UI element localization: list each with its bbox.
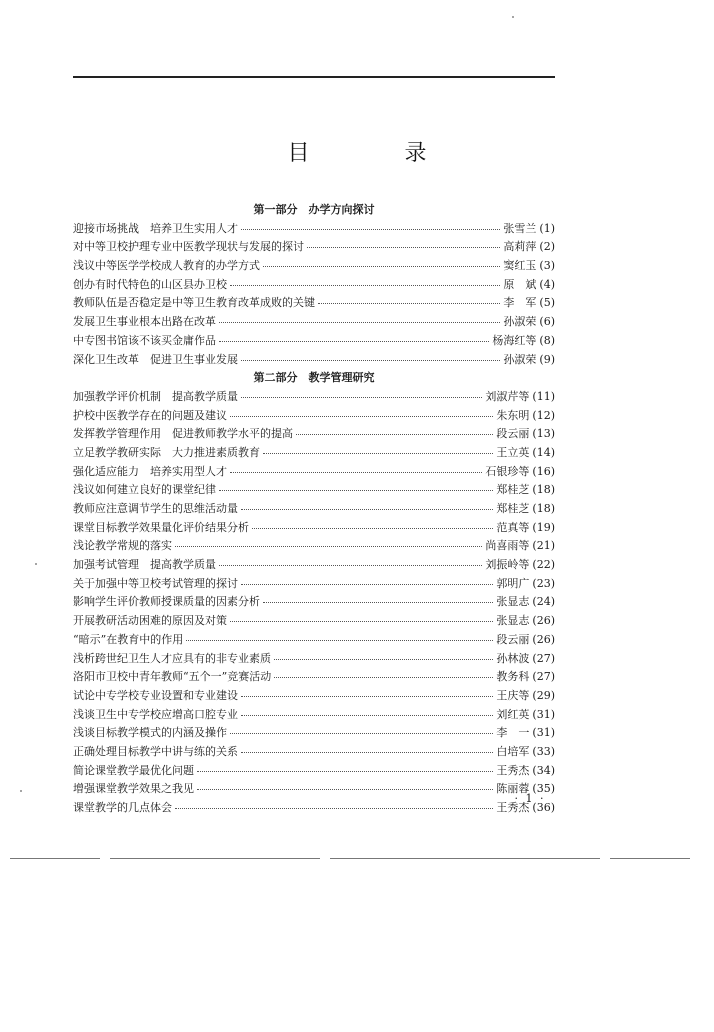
toc-entry — [73, 220, 555, 239]
dot-leader — [230, 733, 493, 734]
entry-author: 窦红玉 — [503, 259, 537, 273]
entry-page: (26) — [532, 632, 555, 646]
toc-entry — [73, 444, 555, 463]
toc-entry — [73, 537, 555, 556]
toc-entry — [73, 257, 555, 276]
entry-author: 朱东明 — [496, 408, 530, 422]
entry-title: 浅论教学常规的落实 — [73, 539, 172, 553]
header-rule — [73, 76, 555, 78]
dot-leader — [274, 659, 493, 660]
dot-leader — [230, 621, 493, 622]
entry-title: 中专图书馆该不该买金庸作品 — [73, 333, 216, 347]
dot-leader — [219, 341, 489, 342]
toc-entry — [73, 687, 555, 706]
entry-page: (16) — [532, 464, 555, 478]
entry-title: 立足教学教研实际 大力推进素质教育 — [73, 445, 260, 459]
entry-title: 发挥教学管理作用 促进教师教学水平的提高 — [73, 427, 293, 441]
scan-speck — [512, 16, 514, 18]
dot-leader — [241, 360, 500, 361]
entry-title: 加强考试管理 提高教学质量 — [73, 558, 216, 572]
entry-author: 张显志 — [496, 595, 530, 609]
entry-page: (11) — [532, 389, 555, 403]
entry-title: 浅议如何建立良好的课堂纪律 — [73, 483, 216, 497]
section-heading: 第一部分 办学方向探讨 — [253, 203, 375, 216]
entry-title: 正确处理目标教学中讲与练的关系 — [73, 744, 238, 758]
entry-page: (31) — [532, 707, 555, 721]
entry-author: 杨海红等 — [492, 333, 537, 347]
toc-entry — [73, 238, 555, 257]
toc-entry — [73, 332, 555, 351]
entry-author: 石银珍等 — [485, 464, 530, 478]
entry-page: (33) — [532, 744, 555, 758]
entry-author: 王秀杰 — [496, 801, 530, 814]
dot-leader — [241, 397, 482, 398]
toc-entry — [73, 780, 555, 799]
entry-page: (29) — [532, 688, 555, 702]
scan-edge-line — [110, 858, 320, 859]
entry-author: 孙淑荣 — [503, 315, 537, 329]
dot-leader — [219, 490, 493, 491]
entry-page: (24) — [532, 595, 555, 609]
dot-leader — [197, 771, 493, 772]
dot-leader — [241, 715, 493, 716]
toc-entry — [73, 556, 555, 575]
entry-author: 段云丽 — [496, 632, 530, 646]
entry-author: 张雪兰 — [503, 221, 537, 235]
entry-title: 护校中医教学存在的问题及建议 — [73, 408, 227, 422]
entry-page: (34) — [532, 763, 555, 777]
toc-entry — [73, 425, 555, 444]
entry-title: 教师队伍是否稳定是中等卫生教育改革成败的关键 — [73, 296, 315, 310]
entry-page: (31) — [532, 726, 555, 740]
entry-title: 课堂教学的几点体会 — [73, 801, 172, 814]
entry-author: 白培军 — [496, 744, 530, 758]
entry-author: 刘淑芹等 — [485, 389, 530, 403]
entry-page: (12) — [532, 408, 555, 422]
entry-author: 李 军 — [503, 296, 537, 310]
scan-speck — [20, 790, 22, 792]
entry-page: (5) — [539, 296, 555, 310]
entry-title: 加强教学评价机制 提高教学质量 — [73, 389, 238, 403]
page-number: · 1 · — [514, 792, 546, 805]
entry-page: (3) — [539, 259, 555, 273]
dot-leader — [307, 247, 500, 248]
entry-title: 发展卫生事业根本出路在改革 — [73, 315, 216, 329]
entry-page: (27) — [532, 670, 555, 684]
dot-leader — [318, 303, 500, 304]
entry-title: 创办有时代特色的山区县办卫校 — [73, 277, 227, 291]
dot-leader — [241, 696, 493, 697]
entry-title: 关于加强中等卫校考试管理的探讨 — [73, 576, 238, 590]
toc-entry — [73, 463, 555, 482]
entry-title: 开展教研活动困难的原因及对策 — [73, 614, 227, 628]
dot-leader — [296, 434, 493, 435]
dot-leader — [241, 509, 493, 510]
entry-page: (9) — [539, 352, 555, 366]
entry-author: 刘红英 — [496, 707, 530, 721]
dot-leader — [274, 677, 493, 678]
dot-leader — [219, 322, 500, 323]
page-title: 目 录 — [287, 141, 471, 166]
dot-leader — [219, 565, 482, 566]
section-heading: 第二部分 教学管理研究 — [253, 371, 375, 385]
entry-title: 试论中专学校专业设置和专业建设 — [73, 688, 238, 702]
entry-page: (18) — [532, 502, 555, 515]
entry-page: (14) — [532, 445, 555, 459]
dot-leader — [186, 640, 493, 641]
dot-leader — [175, 546, 482, 547]
toc-entry — [73, 351, 555, 370]
entry-page: (26) — [532, 614, 555, 628]
entry-title: 浅谈卫生中专学校应增高口腔专业 — [73, 707, 238, 721]
entry-title: “暗示”在教育中的作用 — [73, 632, 184, 646]
entry-author: 孙淑荣 — [503, 352, 537, 366]
entry-page: (19) — [532, 520, 555, 534]
toc-entry — [73, 612, 555, 631]
entry-page: (21) — [532, 539, 555, 553]
toc-entry — [73, 650, 555, 669]
toc-entry — [73, 500, 555, 519]
toc-entry — [73, 313, 555, 332]
dot-leader — [263, 266, 500, 267]
entry-title: 深化卫生改革 促进卫生事业发展 — [73, 352, 238, 366]
toc-entry — [73, 407, 555, 426]
entry-title: 强化适应能力 培养实用型人才 — [73, 464, 227, 478]
entry-author: 郑桂芝 — [496, 483, 530, 497]
entry-title: 洛阳市卫校中青年教师“五个一”竞赛活动 — [73, 670, 272, 684]
entry-page: (27) — [532, 651, 555, 665]
dot-leader — [230, 472, 482, 473]
dot-leader — [241, 229, 500, 230]
dot-leader — [175, 808, 493, 809]
entry-author: 孙林波 — [496, 651, 530, 665]
toc-entry — [73, 593, 555, 612]
entry-title: 对中等卫校护理专业中医教学现状与发展的探讨 — [73, 240, 304, 254]
entry-page: (1) — [539, 221, 555, 235]
entry-author: 教务科 — [496, 670, 530, 684]
toc-entry — [73, 481, 555, 500]
entry-author: 王秀杰 — [496, 763, 530, 777]
entry-title: 浅析跨世纪卫生人才应具有的非专业素质 — [73, 651, 271, 665]
scan-edge-line — [10, 858, 100, 859]
toc-entry — [73, 519, 555, 538]
dot-leader — [230, 285, 500, 286]
entry-title: 浅谈目标教学模式的内涵及操作 — [73, 726, 227, 740]
entry-page: (2) — [539, 240, 555, 254]
entry-page: (23) — [532, 576, 555, 590]
toc-entry — [73, 631, 555, 650]
scan-edge-line — [610, 858, 690, 859]
toc-entry — [73, 799, 555, 818]
dot-leader — [197, 789, 493, 790]
entry-page: (35) — [532, 782, 555, 796]
entry-title: 增强课堂教学效果之我见 — [73, 782, 194, 796]
toc-entry — [73, 388, 555, 407]
dot-leader — [252, 528, 493, 529]
entry-page: (18) — [532, 483, 555, 497]
toc-entry — [73, 706, 555, 725]
dot-leader — [263, 602, 493, 603]
entry-title: 教师应注意调节学生的思维活动量 — [73, 502, 238, 515]
entry-title: 课堂目标教学效果量化评价结果分析 — [73, 520, 249, 534]
entry-author: 王立英 — [496, 445, 530, 459]
dot-leader — [241, 584, 493, 585]
scan-speck — [35, 563, 37, 565]
entry-page: (4) — [539, 277, 555, 291]
toc-entry — [73, 575, 555, 594]
entry-author: 高莉萍 — [503, 240, 537, 254]
dot-leader — [230, 416, 493, 417]
entry-author: 原 斌 — [503, 277, 537, 291]
entry-page: (8) — [539, 333, 555, 347]
toc-entry — [73, 762, 555, 781]
entry-author: 张显志 — [496, 614, 530, 628]
dot-leader — [241, 752, 493, 753]
entry-title: 简论课堂教学最优化问题 — [73, 763, 194, 777]
entry-author: 范真等 — [496, 520, 530, 534]
entry-page: (6) — [539, 315, 555, 329]
entry-page: (13) — [532, 427, 555, 441]
entry-author: 刘振岭等 — [485, 558, 530, 572]
entry-author: 李 一 — [496, 726, 530, 740]
entry-title: 浅议中等医学学校成人教育的办学方式 — [73, 259, 260, 273]
entry-author: 尚喜雨等 — [485, 539, 530, 553]
toc-entry — [73, 668, 555, 687]
dot-leader — [263, 453, 493, 454]
toc-entry — [73, 724, 555, 743]
entry-title: 影响学生评价教师授课质量的因素分析 — [73, 595, 260, 609]
entry-author: 段云丽 — [496, 427, 530, 441]
toc-entry — [73, 276, 555, 295]
toc-entry — [73, 294, 555, 313]
entry-author: 郭明广 — [496, 576, 530, 590]
scan-edge-line — [330, 858, 600, 859]
toc-entry — [73, 743, 555, 762]
entry-title: 迎接市场挑战 培养卫生实用人才 — [73, 221, 238, 235]
table-of-contents — [73, 201, 555, 818]
entry-page: (22) — [532, 558, 555, 572]
entry-author: 陈丽蓉 — [496, 782, 530, 796]
entry-page: (36) — [532, 801, 555, 814]
entry-author: 王庆等 — [496, 688, 530, 702]
entry-author: 郑桂芝 — [496, 502, 530, 515]
